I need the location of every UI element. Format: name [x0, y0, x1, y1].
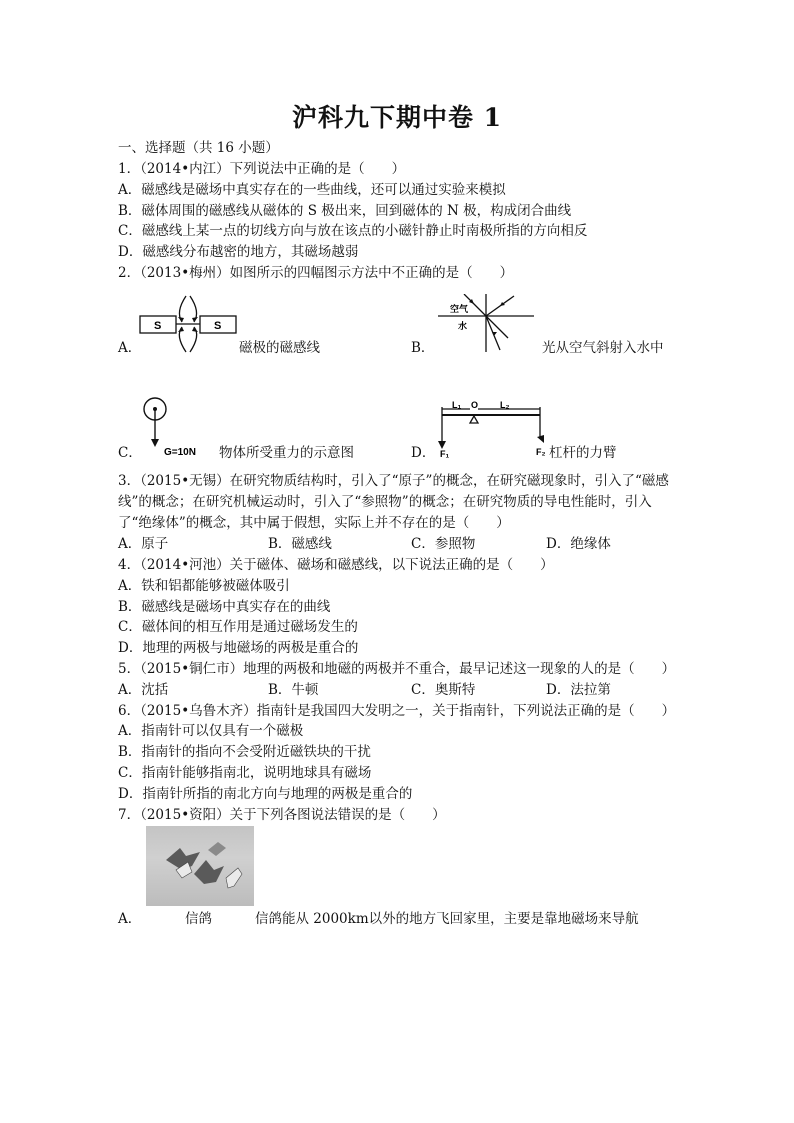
fig-d-f2-label: F₂: [536, 447, 546, 457]
q1-option-c: C．磁感线上某一点的切线方向与放在该点的小磁针静止时南极所指的方向相反: [118, 223, 588, 239]
fig-d-o-label: O: [471, 400, 479, 410]
q5-option-d: D．法拉第: [546, 682, 611, 698]
fig-d-l1-label: L₁: [452, 400, 462, 410]
fig-d-l2-label: L₂: [500, 400, 510, 410]
q6-stem: 6．（2015•乌鲁木齐）指南针是我国四大发明之一，关于指南针，下列说法正确的是（ ）: [118, 703, 676, 719]
q6-option-d: D．指南针所指的南北方向与地理的两极是重合的: [118, 786, 413, 802]
q4-option-b: B．磁感线是磁场中真实存在的曲线: [118, 599, 331, 615]
pigeon-photo: [146, 826, 254, 906]
q6-option-b: B．指南针的指向不会受附近磁铁块的干扰: [118, 744, 371, 760]
fig-a-pole-left: S: [154, 320, 162, 332]
q5-option-a: A．沈括: [118, 682, 169, 698]
q3-option-d: D．绝缘体: [546, 536, 611, 552]
q2-stem: 2．（2013•梅州）如图所示的四幅图示方法中不正确的是（ ）: [118, 265, 514, 281]
q2-c-letter: C．: [118, 445, 142, 461]
lever-figure: [436, 397, 550, 459]
fig-b-air-label: 空气: [450, 305, 469, 315]
q3-option-c: C．参照物: [411, 536, 476, 552]
q1-stem: 1．（2014•内江）下列说法中正确的是（ ）: [118, 161, 406, 177]
q3-stem-line1: 3．（2015•无锡）在研究物质结构时，引入了“原子”的概念，在研究磁现象时，引入了“磁感: [118, 473, 669, 489]
q2-d-letter: D．: [411, 445, 436, 461]
q6-option-a: A．指南针可以仅具有一个磁极: [118, 723, 304, 739]
q6-option-c: C．指南针能够指南北，说明地球具有磁场: [118, 765, 372, 781]
magnet-field-figure: [138, 294, 238, 354]
q2-c-caption: 物体所受重力的示意图: [219, 445, 354, 461]
q2-d-caption: 杠杆的力臂: [549, 445, 617, 461]
q7-a-caption: 信鸽: [185, 911, 212, 927]
q4-stem: 4．（2014•河池）关于磁体、磁场和磁感线，以下说法正确的是（ ）: [118, 557, 554, 573]
q2-a-letter: A．: [118, 340, 142, 356]
fig-d-f1-label: F₁: [440, 449, 450, 459]
q3-option-a: A．原子: [118, 536, 169, 552]
q3-stem-line2: 线”的概念；在研究机械运动时，引入了“参照物”的概念；在研究物质的导电性能时，引入: [118, 494, 652, 510]
q2-a-caption: 磁极的磁感线: [239, 340, 320, 356]
q5-stem: 5．（2015•铜仁市）地理的两极和地磁的两极并不重合，最早记述这一现象的人的是（ ）: [118, 661, 676, 677]
q2-b-caption: 光从空气斜射入水中: [542, 340, 664, 356]
q7-a-text: 信鸽能从 2000km以外的地方飞回家里，主要是靠地磁场来导航: [255, 911, 639, 927]
q1-option-d: D．磁感线分布越密的地方，其磁场越弱: [118, 244, 359, 260]
q5-option-c: C．奥斯特: [411, 682, 476, 698]
q7-stem: 7．（2015•资阳）关于下列各图说法错误的是（ ）: [118, 807, 446, 823]
fig-a-pole-right: S: [214, 320, 222, 332]
q4-option-d: D．地理的两极与地磁场的两极是重合的: [118, 640, 359, 656]
fig-b-water-label: 水: [458, 322, 468, 332]
pigeon-icon: [146, 826, 254, 906]
refraction-figure: [436, 294, 536, 354]
fig-c-weight-label: G=10N: [164, 447, 196, 458]
q4-option-c: C．磁体间的相互作用是通过磁场发生的: [118, 619, 358, 635]
q1-option-a: A．磁感线是磁场中真实存在的一些曲线，还可以通过实验来模拟: [118, 182, 506, 198]
q3-stem-line3: 了“绝缘体”的概念，其中属于假想，实际上并不存在的是（ ）: [118, 515, 510, 531]
gravity-figure: [142, 397, 212, 459]
section-heading: 一、选择题（共 16 小题）: [118, 140, 279, 156]
q1-option-b: B．磁体周围的磁感线从磁体的 S 极出来，回到磁体的 N 极，构成闭合曲线: [118, 203, 572, 219]
q5-option-b: B．牛顿: [268, 682, 319, 698]
q2-b-letter: B．: [411, 340, 435, 356]
q7-a-letter: A．: [118, 911, 142, 927]
q4-option-a: A．铁和铝都能够被磁体吸引: [118, 578, 290, 594]
q3-option-b: B．磁感线: [268, 536, 332, 552]
page-title: 沪科九下期中卷 1: [291, 103, 503, 132]
